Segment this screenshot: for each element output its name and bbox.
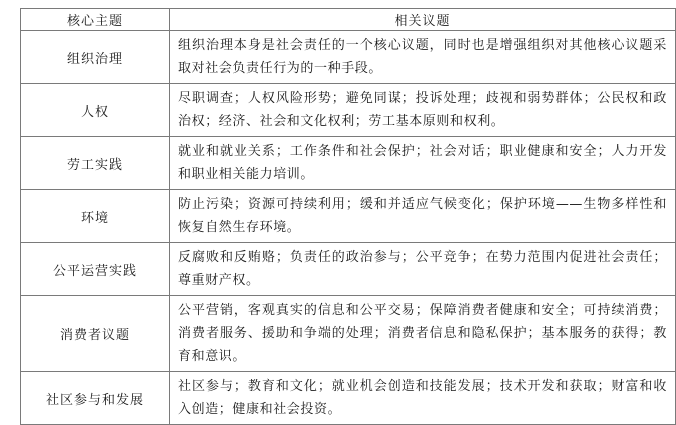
topic-cell: 人权 [21, 84, 170, 137]
topic-cell: 环境 [21, 190, 170, 243]
table-header-row [21, 9, 676, 31]
issues-cell: 社区参与；教育和文化；就业机会创造和技能发展；技术开发和获取；财富和收入创造；健康和社会投资。 [170, 372, 676, 425]
issues-cell: 反腐败和反贿赂；负责任的政治参与；公平竞争；在势力范围内促进社会责任；尊重财产权。 [170, 243, 676, 296]
topic-cell: 公平运营实践 [21, 243, 170, 296]
issues-cell: 公平营销，客观真实的信息和公平交易；保障消费者健康和安全；可持续消费；消费者服务、援助和争端的处理；消费者信息和隐私保护；基本服务的获得；教育和意识。 [170, 296, 676, 372]
issues-cell: 就业和就业关系；工作条件和社会保护；社会对话；职业健康和安全；人力开发和职业相关能力培训。 [170, 137, 676, 190]
topic-cell: 劳工实践 [21, 137, 170, 190]
table-row [21, 137, 676, 190]
issues-cell: 尽职调查；人权风险形势；避免同谋；投诉处理；歧视和弱势群体；公民权和政治权；经济、社会和文化权利；劳工基本原则和权利。 [170, 84, 676, 137]
table-row [21, 31, 676, 84]
topic-cell: 社区参与和发展 [21, 372, 170, 425]
table-row [21, 243, 676, 296]
issues-cell: 防止污染；资源可持续利用；缓和并适应气候变化；保护环境——生物多样性和恢复自然生存环境。 [170, 190, 676, 243]
topic-cell: 组织治理 [21, 31, 170, 84]
topic-cell: 消费者议题 [21, 296, 170, 372]
header-related-issues: 相关议题 [170, 9, 676, 31]
table-row [21, 372, 676, 425]
table-row [21, 296, 676, 372]
header-core-topic: 核心主题 [21, 9, 170, 31]
issues-cell: 组织治理本身是社会责任的一个核心议题，同时也是增强组织对其他核心议题采取对社会负责任行为的一种手段。 [170, 31, 676, 84]
table-row [21, 84, 676, 137]
core-topics-table [20, 8, 676, 425]
table-row [21, 190, 676, 243]
